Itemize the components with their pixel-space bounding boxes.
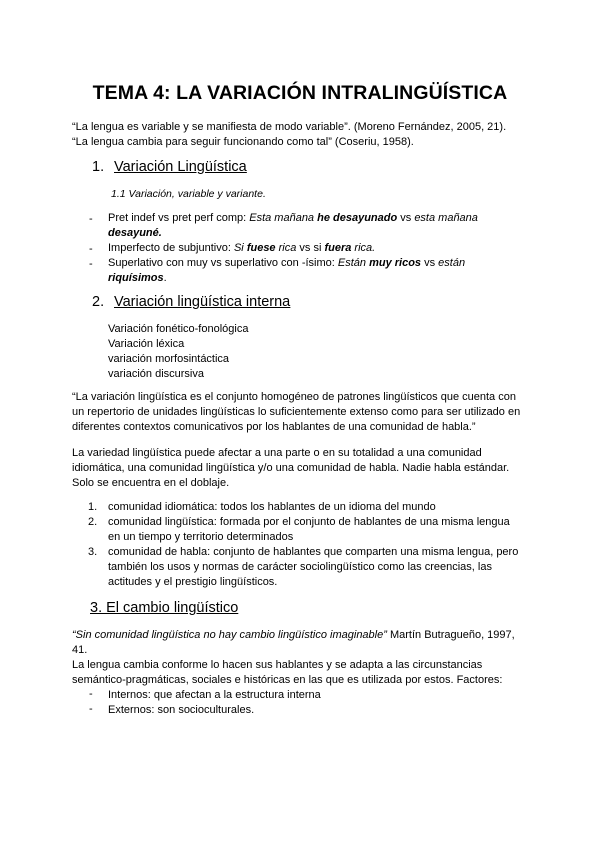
section-2-title: Variación lingüística interna — [114, 294, 291, 310]
list-item: Variación fonético-fonológica — [108, 323, 249, 335]
definition-quote-line: un repertorio de unidades lingüísticas lo suficientemente extenso como para ser utilizado en — [72, 406, 521, 418]
section-1-1-subheading: 1.1 Variación, variable y variante. — [111, 188, 266, 200]
bullet-imperfecto: Imperfecto de subjuntivo: Si fuese rica vs si fuera rica. — [108, 242, 376, 254]
bullet-superlativo-cont: riquísimos. — [108, 272, 167, 284]
bullet-pret-indef-cont: desayuné. — [108, 227, 162, 239]
bullet-superlativo: Superlativo con muy vs superlativo con -ísimo: Están muy ricos vs están — [108, 257, 466, 269]
paragraph-line: semántico-pragmáticas, sociales e históricas en las que es utilizada por estos. Factores: — [72, 674, 503, 686]
section-2-number: 2. — [92, 294, 105, 310]
quote-coseriu: “La lengua cambia para seguir funcionando como tal” (Coseriu, 1958). — [72, 136, 414, 148]
document-title: TEMA 4: LA VARIACIÓN INTRALINGÜÍSTICA — [92, 82, 508, 104]
numbered-item-linguistica: comunidad lingüística: formada por el conjunto de hablantes de una misma lengua — [108, 516, 510, 528]
list-item: variación morfosintáctica — [108, 353, 230, 365]
factor-externos: Externos: son socioculturales. — [108, 704, 255, 716]
section-2-heading — [92, 294, 290, 310]
numbered-item-idiomatica: comunidad idiomática: todos los hablantes de un idioma del mundo — [108, 501, 436, 513]
bullet-pret-indef: Pret indef vs pret perf comp: Esta mañana he desayunado vs esta mañana — [108, 212, 478, 224]
definition-quote-line: diferentes contextos comunicativos por los hablantes de una comunidad de habla.” — [72, 421, 476, 433]
numbered-item-linguistica-cont: en un tiempo y territorio determinados — [108, 531, 294, 543]
numbered-item-habla-cont: actitudes y el prestigio lingüísticos. — [108, 576, 278, 588]
list-item: Variación léxica — [108, 338, 185, 350]
numbered-marker: 3. — [88, 546, 98, 558]
paragraph-line: La variedad lingüística puede afectar a una parte o en su totalidad a una comunidad — [72, 447, 482, 459]
bullet-marker: - — [89, 258, 93, 270]
bullet-marker: - — [89, 213, 93, 225]
butragueno-quote: “Sin comunidad lingüística no hay cambio lingüístico imaginable” Martín Butragueño, 1997, — [72, 629, 515, 641]
bullet-marker: - — [89, 688, 93, 700]
butragueno-quote-cont: 41. — [72, 644, 88, 656]
paragraph-line: idiomática, una comunidad lingüística y/o una comunidad de habla. Nadie habla estándar. — [72, 462, 510, 474]
numbered-marker: 2. — [88, 516, 98, 528]
quote-moreno: “La lengua es variable y se manifiesta de modo variable”. (Moreno Fernández, 2005, 21). — [72, 121, 507, 133]
section-3-heading: 3. El cambio lingüístico — [90, 600, 239, 616]
paragraph-line: Solo se encuentra en el doblaje. — [72, 477, 230, 489]
numbered-item-habla-cont: también los usos y normas de carácter sociolingüístico como las creencias, las — [108, 561, 492, 573]
factor-internos: Internos: que afectan a la estructura interna — [108, 689, 321, 701]
list-item: variación discursiva — [108, 368, 204, 380]
section-1-number: 1. — [92, 159, 105, 175]
numbered-item-habla: comunidad de habla: conjunto de hablantes que comparten una misma lengua, pero — [108, 546, 519, 558]
paragraph-line: La lengua cambia conforme lo hacen sus hablantes y se adapta a las circunstancias — [72, 659, 483, 671]
section-1-heading — [92, 159, 247, 175]
bullet-marker: - — [89, 243, 93, 255]
section-1-title: Variación Lingüística — [114, 159, 247, 175]
numbered-marker: 1. — [88, 501, 98, 513]
definition-quote-line: “La variación lingüística es el conjunto homogéneo de patrones lingüísticos que cuenta con — [72, 391, 516, 403]
bullet-marker: - — [89, 703, 93, 715]
